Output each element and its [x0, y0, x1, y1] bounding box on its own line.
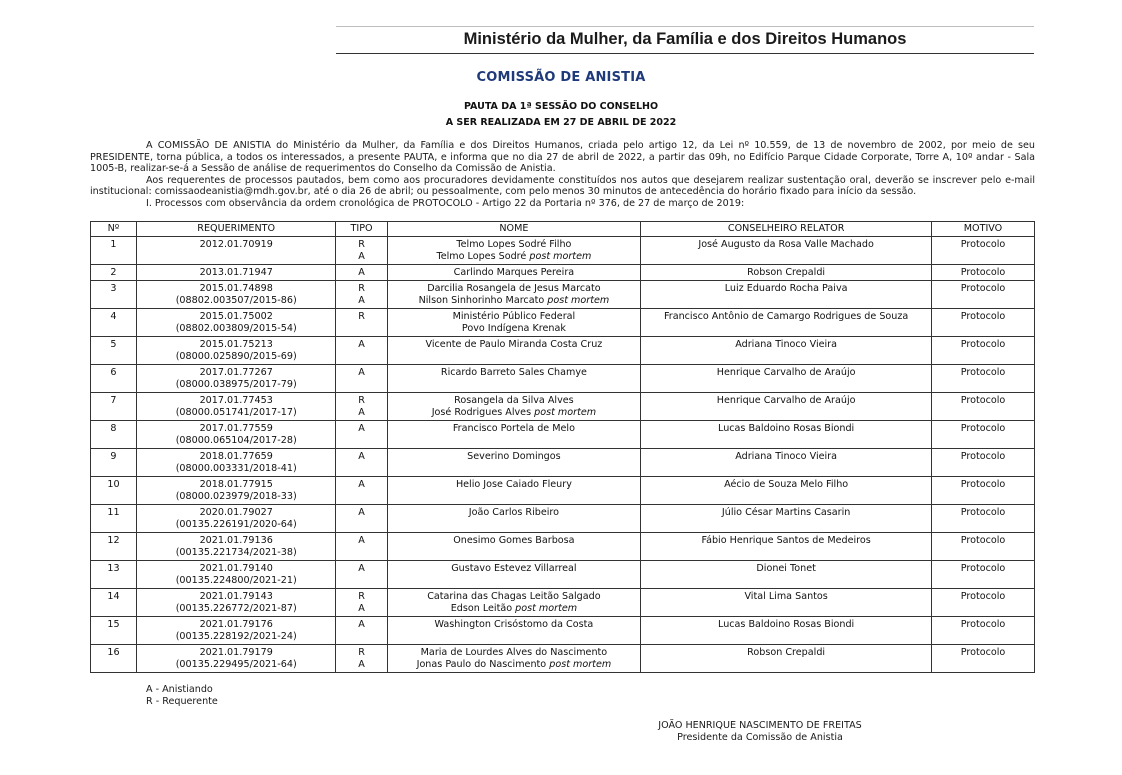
person-name-line: [390, 619, 639, 631]
conselheiro-cell: [641, 449, 932, 477]
table-row: [91, 561, 1035, 589]
tipo-code: A: [358, 451, 365, 462]
nome-cell: [387, 309, 641, 337]
tipo-code: R: [358, 591, 365, 602]
person-name-line: [390, 251, 639, 263]
person-name: Gustavo Estevez Villarreal: [451, 563, 577, 574]
person-name-line: [390, 423, 639, 435]
intro-paragraph: A COMISSÃO DE ANISTIA do Ministério da Mulher, da Família e dos Direitos Humanos, criada pelo artigo 12, da Lei nº 10.559, de 13 de novembro de 2002, por meio de seu PRESIDENTE, torna pública, a todos os interessados, a presente PAUTA, e informa que no dia 27 de abril de 2022, a partir das 09h, no Edifício Parque Cidade Corporate, Torre A, 10º andar - Sala 1005-B, realizar-se-á a Sessão de análise de requerimentos do Conselho da Comissão de Anistia.: [90, 140, 1035, 174]
tipo-code: A: [358, 407, 365, 418]
person-name: Darcilia Rosangela de Jesus Marcato: [427, 283, 601, 294]
requerimento-cell: [136, 617, 336, 645]
person-name: Ricardo Barreto Sales Chamye: [440, 367, 587, 378]
nome-cell: [387, 533, 641, 561]
person-name: José Rodrigues Alves: [431, 407, 532, 418]
table-row: [91, 265, 1035, 281]
motivo: Protocolo: [960, 451, 1006, 462]
table-row: [91, 281, 1035, 309]
header-divider: [336, 53, 1034, 54]
motivo-cell: [932, 561, 1035, 589]
motivo: Protocolo: [960, 367, 1006, 378]
tipo-code: R: [358, 311, 365, 322]
person-name: Francisco Portela de Melo: [452, 423, 575, 434]
motivo: Protocolo: [960, 423, 1006, 434]
requerimento-cell: [136, 265, 336, 281]
row-number: 8: [110, 423, 117, 434]
table-row: [91, 237, 1035, 265]
conselheiro-cell: [641, 337, 932, 365]
signature-block: [640, 720, 880, 744]
table-row: [91, 477, 1035, 505]
session-title: PAUTA DA 1ª SESSÃO DO CONSELHO: [463, 101, 659, 112]
nome-cell: [387, 337, 641, 365]
motivo-cell: [932, 617, 1035, 645]
table-body: [91, 237, 1035, 673]
tipo-code: A: [358, 603, 365, 614]
tipo-code: A: [358, 563, 365, 574]
tipo-cell: [336, 533, 387, 561]
post-mortem-label: post mortem: [515, 603, 578, 614]
row-number-cell: [91, 449, 137, 477]
process-number: (08802.003507/2015-86): [175, 295, 297, 306]
motivo-cell: [932, 589, 1035, 617]
process-number: (00135.224800/2021-21): [175, 575, 297, 586]
person-name-line: [390, 659, 639, 671]
requerimento-cell: [136, 281, 336, 309]
nome-cell: [387, 393, 641, 421]
process-number: (08000.065104/2017-28): [175, 435, 297, 446]
person-name: Povo Indígena Krenak: [461, 323, 566, 334]
conselheiro-cell: [641, 561, 932, 589]
requerimento-cell: [136, 393, 336, 421]
motivo-cell: [932, 505, 1035, 533]
person-name-line: [390, 283, 639, 295]
person-name: Jonas Paulo do Nascimento: [416, 659, 547, 670]
row-number: 3: [110, 283, 117, 294]
requerimento-number: 2017.01.77267: [199, 367, 273, 378]
tipo-cell: [336, 617, 387, 645]
nome-cell: [387, 645, 641, 673]
nome-cell: [387, 617, 641, 645]
intro-paragraph: I. Processos com observância da ordem cronológica de PROTOCOLO - Artigo 22 da Portaria nº 376, de 27 de março de 2019:: [146, 197, 745, 209]
motivo: Protocolo: [960, 339, 1006, 350]
row-number-cell: [91, 617, 137, 645]
row-number-cell: [91, 237, 137, 265]
row-number-cell: [91, 309, 137, 337]
tipo-cell: [336, 561, 387, 589]
requerimento-number: 2017.01.77559: [199, 423, 273, 434]
column-header-nome: NOME: [387, 222, 641, 237]
conselheiro-relator: Fábio Henrique Santos de Medeiros: [701, 535, 871, 546]
conselheiro-cell: [641, 281, 932, 309]
row-number: 16: [107, 647, 120, 658]
person-name-line: [390, 407, 639, 419]
person-name: Telmo Lopes Sodré Filho: [456, 239, 572, 250]
person-name-line: [390, 395, 639, 407]
tipo-code: A: [358, 659, 365, 670]
tipo-cell: [336, 237, 387, 265]
row-number: 12: [107, 535, 120, 546]
conselheiro-cell: [641, 265, 932, 281]
tipo-code: R: [358, 283, 365, 294]
requerimento-number: 2021.01.79176: [199, 619, 273, 630]
column-header-number: Nº: [91, 222, 137, 237]
tipo-code: A: [358, 507, 365, 518]
person-name-line: [390, 647, 639, 659]
ministry-header: Ministério da Mulher, da Família e dos Direitos Humanos: [463, 30, 907, 48]
nome-cell: [387, 561, 641, 589]
table-row: [91, 505, 1035, 533]
column-header-requerimento: REQUERIMENTO: [136, 222, 336, 237]
conselheiro-cell: [641, 421, 932, 449]
requerimento-cell: [136, 337, 336, 365]
process-number: (08000.025890/2015-69): [175, 351, 297, 362]
session-date: A SER REALIZADA EM 27 DE ABRIL DE 2022: [445, 117, 677, 128]
tipo-cell: [336, 477, 387, 505]
conselheiro-relator: Luiz Eduardo Rocha Paiva: [724, 283, 848, 294]
motivo: Protocolo: [960, 647, 1006, 658]
row-number: 6: [110, 367, 117, 378]
conselheiro-relator: Robson Crepaldi: [747, 647, 826, 658]
row-number-cell: [91, 365, 137, 393]
row-number: 2: [110, 267, 117, 278]
row-number-cell: [91, 533, 137, 561]
conselheiro-relator: Lucas Baldoino Rosas Biondi: [718, 619, 855, 630]
nome-cell: [387, 421, 641, 449]
tipo-code: A: [358, 535, 365, 546]
legend-item-requerente: R - Requerente: [146, 696, 218, 707]
person-name: Vicente de Paulo Miranda Costa Cruz: [425, 339, 603, 350]
requerimento-number: 2012.01.70919: [199, 239, 273, 250]
process-number: (08000.038975/2017-79): [175, 379, 297, 390]
row-number: 7: [110, 395, 117, 406]
person-name-line: [390, 311, 639, 323]
tipo-cell: [336, 589, 387, 617]
agenda-table: [90, 221, 1035, 673]
requerimento-cell: [136, 645, 336, 673]
person-name: Washington Crisóstomo da Costa: [434, 619, 594, 630]
tipo-code: R: [358, 239, 365, 250]
table-row: [91, 589, 1035, 617]
motivo-cell: [932, 337, 1035, 365]
motivo: Protocolo: [960, 267, 1006, 278]
person-name: Nilson Sinhorinho Marcato: [418, 295, 545, 306]
process-number: (08000.051741/2017-17): [175, 407, 297, 418]
nome-cell: [387, 281, 641, 309]
nome-cell: [387, 265, 641, 281]
table-row: [91, 393, 1035, 421]
person-name-line: [390, 295, 639, 307]
requerimento-number: 2021.01.79140: [199, 563, 273, 574]
conselheiro-cell: [641, 393, 932, 421]
person-name-line: [390, 367, 639, 379]
motivo: Protocolo: [960, 395, 1006, 406]
motivo-cell: [932, 533, 1035, 561]
tipo-code: R: [358, 395, 365, 406]
conselheiro-cell: [641, 589, 932, 617]
requerimento-number: 2017.01.77453: [199, 395, 273, 406]
table-row: [91, 533, 1035, 561]
conselheiro-relator: Henrique Carvalho de Araújo: [716, 395, 856, 406]
person-name-line: [390, 339, 639, 351]
requerimento-cell: [136, 237, 336, 265]
row-number: 4: [110, 311, 117, 322]
requerimento-number: 2013.01.71947: [199, 267, 273, 278]
requerimento-number: 2015.01.75213: [199, 339, 273, 350]
tipo-code: A: [358, 295, 365, 306]
top-divider: [336, 26, 1034, 27]
row-number-cell: [91, 337, 137, 365]
table-row: [91, 365, 1035, 393]
tipo-code: A: [358, 251, 365, 262]
post-mortem-label: post mortem: [547, 295, 610, 306]
row-number: 1: [110, 239, 117, 250]
tipo-cell: [336, 505, 387, 533]
signatory-name: JOÃO HENRIQUE NASCIMENTO DE FREITAS: [658, 720, 862, 731]
motivo: Protocolo: [960, 239, 1006, 250]
row-number-cell: [91, 421, 137, 449]
motivo-cell: [932, 309, 1035, 337]
column-header-motivo: MOTIVO: [932, 222, 1035, 237]
tipo-cell: [336, 645, 387, 673]
row-number-cell: [91, 505, 137, 533]
conselheiro-relator: Francisco Antônio de Camargo Rodrigues de Souza: [663, 311, 909, 322]
table-row: [91, 309, 1035, 337]
motivo-cell: [932, 645, 1035, 673]
intro-text: [90, 140, 1035, 209]
person-name-line: [390, 479, 639, 491]
person-name-line: [390, 563, 639, 575]
requerimento-cell: [136, 589, 336, 617]
requerimento-number: 2018.01.77659: [199, 451, 273, 462]
process-number: (00135.229495/2021-64): [175, 659, 297, 670]
conselheiro-relator: Vital Lima Santos: [744, 591, 828, 602]
column-header-tipo: TIPO: [336, 222, 387, 237]
process-number: (08802.003809/2015-54): [175, 323, 297, 334]
person-name: Maria de Lourdes Alves do Nascimento: [420, 647, 608, 658]
table-row: [91, 449, 1035, 477]
intro-paragraph: Aos requerentes de processos pautados, bem como aos procuradores devidamente constituídos nos autos que desejarem realizar sustentação oral, deverão se inscrever pelo e-mail institucional: comissaodeanistia@mdh.gov.br, até o dia 26 de abril; ou pessoalmente, com pelo menos 30 minutos de antecedência do horário fixado para início da sessão.: [90, 174, 1035, 197]
row-number: 10: [107, 479, 120, 490]
motivo: Protocolo: [960, 535, 1006, 546]
row-number-cell: [91, 393, 137, 421]
row-number: 15: [107, 619, 120, 630]
requerimento-number: 2015.01.75002: [199, 311, 273, 322]
motivo-cell: [932, 421, 1035, 449]
conselheiro-relator: Henrique Carvalho de Araújo: [716, 367, 856, 378]
row-number-cell: [91, 477, 137, 505]
tipo-code: A: [358, 267, 365, 278]
nome-cell: [387, 237, 641, 265]
motivo-cell: [932, 365, 1035, 393]
tipo-code: A: [358, 479, 365, 490]
person-name: Rosangela da Silva Alves: [454, 395, 574, 406]
signatory-role: Presidente da Comissão de Anistia: [677, 732, 843, 743]
person-name-line: [390, 323, 639, 335]
person-name: Edson Leitão: [450, 603, 513, 614]
requerimento-number: 2021.01.79179: [199, 647, 273, 658]
process-number: (08000.003331/2018-41): [175, 463, 297, 474]
tipo-code: A: [358, 339, 365, 350]
tipo-cell: [336, 393, 387, 421]
person-name-line: [390, 535, 639, 547]
requerimento-number: 2021.01.79143: [199, 591, 273, 602]
person-name-line: [390, 239, 639, 251]
requerimento-cell: [136, 309, 336, 337]
process-number: (00135.226191/2020-64): [175, 519, 297, 530]
conselheiro-relator: Adriana Tinoco Vieira: [735, 451, 837, 462]
tipo-cell: [336, 365, 387, 393]
process-number: (00135.228192/2021-24): [175, 631, 297, 642]
conselheiro-cell: [641, 505, 932, 533]
row-number: 13: [107, 563, 120, 574]
conselheiro-relator: Robson Crepaldi: [747, 267, 826, 278]
row-number: 9: [110, 451, 117, 462]
nome-cell: [387, 365, 641, 393]
row-number-cell: [91, 281, 137, 309]
conselheiro-cell: [641, 365, 932, 393]
requerimento-number: 2020.01.79027: [199, 507, 273, 518]
person-name-line: [390, 603, 639, 615]
requerimento-number: 2015.01.74898: [199, 283, 273, 294]
conselheiro-cell: [641, 645, 932, 673]
tipo-cell: [336, 421, 387, 449]
conselheiro-relator: Aécio de Souza Melo Filho: [724, 479, 849, 490]
row-number: 14: [107, 591, 120, 602]
person-name-line: [390, 451, 639, 463]
conselheiro-cell: [641, 477, 932, 505]
tipo-code: A: [358, 423, 365, 434]
row-number-cell: [91, 645, 137, 673]
requerimento-cell: [136, 421, 336, 449]
nome-cell: [387, 477, 641, 505]
nome-cell: [387, 589, 641, 617]
process-number: (00135.221734/2021-38): [175, 547, 297, 558]
person-name-line: [390, 507, 639, 519]
nome-cell: [387, 449, 641, 477]
tipo-code: A: [358, 367, 365, 378]
post-mortem-label: post mortem: [549, 659, 612, 670]
conselheiro-relator: José Augusto da Rosa Valle Machado: [698, 239, 874, 250]
tipo-code: A: [358, 619, 365, 630]
requerimento-cell: [136, 365, 336, 393]
motivo-cell: [932, 281, 1035, 309]
row-number: 11: [107, 507, 120, 518]
conselheiro-relator: Dionei Tonet: [756, 563, 816, 574]
table-row: [91, 645, 1035, 673]
requerimento-cell: [136, 505, 336, 533]
row-number-cell: [91, 589, 137, 617]
motivo-cell: [932, 449, 1035, 477]
row-number-cell: [91, 561, 137, 589]
conselheiro-relator: Júlio César Martins Casarin: [721, 507, 851, 518]
requerimento-number: 2018.01.77915: [199, 479, 273, 490]
person-name-line: [390, 267, 639, 279]
motivo: Protocolo: [960, 311, 1006, 322]
person-name: Severino Domingos: [467, 451, 561, 462]
table-row: [91, 421, 1035, 449]
person-name: Onesimo Gomes Barbosa: [453, 535, 575, 546]
table-row: [91, 617, 1035, 645]
process-number: (08000.023979/2018-33): [175, 491, 297, 502]
motivo-cell: [932, 477, 1035, 505]
person-name: Carlindo Marques Pereira: [453, 267, 575, 278]
tipo-code: R: [358, 647, 365, 658]
legend-item-anistiando: A - Anistiando: [146, 684, 213, 695]
requerimento-cell: [136, 477, 336, 505]
conselheiro-cell: [641, 617, 932, 645]
column-header-conselheiro: CONSELHEIRO RELATOR: [641, 222, 932, 237]
commission-title: COMISSÃO DE ANISTIA: [476, 70, 646, 85]
tipo-cell: [336, 449, 387, 477]
person-name-line: [390, 591, 639, 603]
requerimento-cell: [136, 449, 336, 477]
post-mortem-label: post mortem: [529, 251, 592, 262]
person-name: Helio Jose Caiado Fleury: [455, 479, 572, 490]
requerimento-cell: [136, 533, 336, 561]
process-number: (00135.226772/2021-87): [175, 603, 297, 614]
motivo: Protocolo: [960, 619, 1006, 630]
motivo: Protocolo: [960, 479, 1006, 490]
tipo-cell: [336, 337, 387, 365]
person-name: Telmo Lopes Sodré: [436, 251, 527, 262]
motivo-cell: [932, 393, 1035, 421]
tipo-cell: [336, 281, 387, 309]
person-name: Catarina das Chagas Leitão Salgado: [427, 591, 601, 602]
post-mortem-label: post mortem: [534, 407, 597, 418]
tipo-cell: [336, 309, 387, 337]
requerimento-cell: [136, 561, 336, 589]
conselheiro-cell: [641, 309, 932, 337]
person-name: Ministério Público Federal: [452, 311, 576, 322]
requerimento-number: 2021.01.79136: [199, 535, 273, 546]
motivo: Protocolo: [960, 591, 1006, 602]
tipo-cell: [336, 265, 387, 281]
row-number-cell: [91, 265, 137, 281]
conselheiro-cell: [641, 533, 932, 561]
motivo: Protocolo: [960, 507, 1006, 518]
conselheiro-relator: Adriana Tinoco Vieira: [735, 339, 837, 350]
person-name: João Carlos Ribeiro: [468, 507, 559, 518]
legend: [146, 684, 218, 708]
table-header-row: [91, 222, 1035, 237]
motivo: Protocolo: [960, 563, 1006, 574]
nome-cell: [387, 505, 641, 533]
row-number: 5: [110, 339, 117, 350]
motivo: Protocolo: [960, 283, 1006, 294]
conselheiro-cell: [641, 237, 932, 265]
conselheiro-relator: Lucas Baldoino Rosas Biondi: [718, 423, 855, 434]
motivo-cell: [932, 237, 1035, 265]
table-row: [91, 337, 1035, 365]
motivo-cell: [932, 265, 1035, 281]
